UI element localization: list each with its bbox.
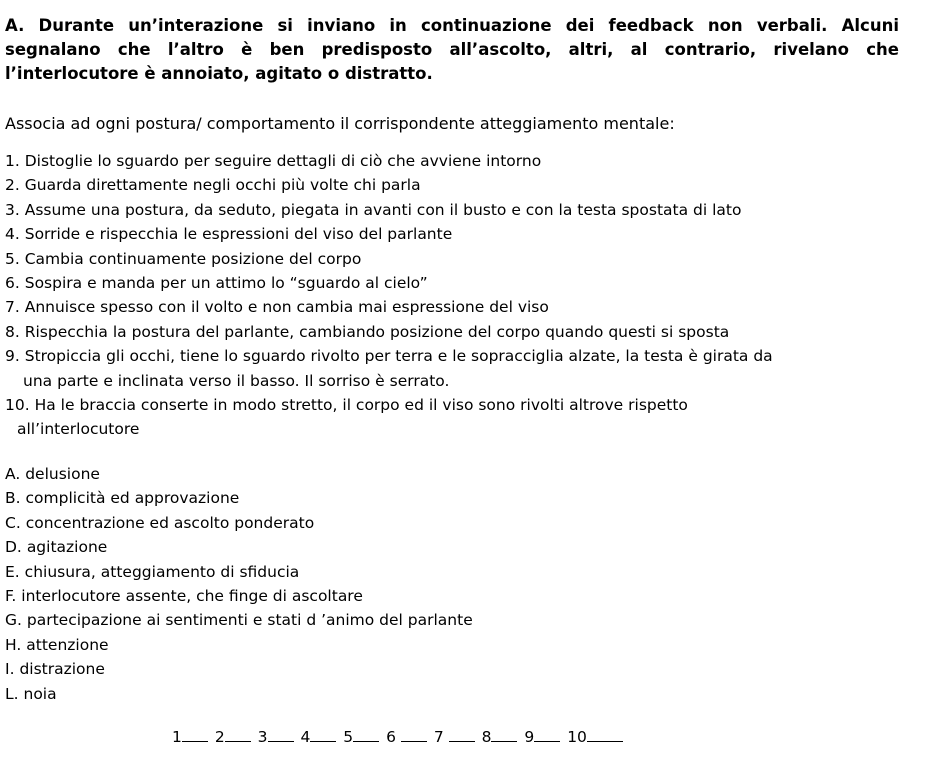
item-number: 6. bbox=[5, 274, 20, 293]
answer-number: 5 bbox=[343, 728, 354, 746]
behavior-item-7 bbox=[5, 295, 899, 319]
behavior-item-4 bbox=[5, 222, 899, 246]
item-text: Stropiccia gli occhi, tiene lo sguardo rivolto per terra e le sopracciglia alzate, la testa è girata da bbox=[24, 347, 773, 366]
item-text-continued: una parte e inclinata verso il basso. Il sorriso è serrato. bbox=[23, 371, 450, 390]
option-text: concentrazione ed ascolto ponderato bbox=[25, 513, 315, 532]
item-number: 4. bbox=[5, 225, 20, 244]
answer-blank[interactable] bbox=[268, 727, 294, 742]
option-letter: H. bbox=[5, 635, 22, 654]
option-b bbox=[5, 486, 473, 510]
option-letter: B. bbox=[5, 489, 21, 508]
option-l bbox=[5, 682, 473, 706]
answer-slot-2 bbox=[215, 727, 251, 747]
behavior-item-9 bbox=[5, 344, 899, 393]
item-text: Guarda direttamente negli occhi più volte chi parla bbox=[24, 176, 421, 195]
answer-number: 2 bbox=[214, 728, 225, 746]
option-text: agitazione bbox=[26, 538, 108, 557]
item-number: 1. bbox=[5, 152, 20, 170]
item-number: 8. bbox=[5, 322, 20, 341]
option-text: delusione bbox=[25, 465, 100, 483]
answer-slot-1 bbox=[172, 727, 208, 747]
answer-blank[interactable] bbox=[401, 727, 427, 742]
attitude-options-list bbox=[5, 462, 473, 706]
item-text: Assume una postura, da seduto, piegata in avanti con il busto e con la testa spostata di lato bbox=[24, 200, 742, 219]
item-number: 3. bbox=[5, 200, 20, 219]
answer-slot-5 bbox=[343, 727, 379, 747]
answer-slot-3 bbox=[258, 727, 294, 747]
answer-blank[interactable] bbox=[587, 727, 623, 742]
behavior-item-5 bbox=[5, 247, 899, 271]
option-i bbox=[5, 657, 473, 681]
option-text: noia bbox=[23, 684, 57, 703]
behavior-item-1 bbox=[5, 149, 899, 173]
answer-row bbox=[172, 727, 625, 747]
option-letter: I. bbox=[5, 660, 15, 679]
item-text: Sorride e rispecchia le espressioni del viso del parlante bbox=[24, 225, 453, 244]
answer-slot-9 bbox=[524, 727, 560, 747]
item-text: Ha le braccia conserte in modo stretto, il corpo ed il viso sono rivolti altrove rispetto bbox=[34, 396, 688, 415]
intro-paragraph: A. Durante un’interazione si inviano in continuazione dei feedback non verbali. Alcuni segnalano che l’altro è ben predisposto all’ascolto, altri, al contrario, rivelano che l’interlocutore è annoiato, agitato o distratto. bbox=[5, 16, 899, 83]
option-f bbox=[5, 584, 473, 608]
item-text: Distoglie lo sguardo per seguire dettagli di ciò che avviene intorno bbox=[24, 152, 542, 170]
answer-blank[interactable] bbox=[491, 727, 517, 742]
option-h bbox=[5, 633, 473, 657]
option-letter: D. bbox=[5, 538, 22, 557]
option-text: distrazione bbox=[19, 660, 105, 679]
answer-number: 4 bbox=[300, 728, 311, 746]
behavior-item-2 bbox=[5, 173, 899, 197]
item-text-continued: all’interlocutore bbox=[17, 420, 140, 439]
option-text: interlocutore assente, che finge di ascoltare bbox=[21, 587, 363, 606]
answer-blank[interactable] bbox=[449, 727, 475, 742]
item-number: 10. bbox=[5, 396, 30, 415]
instruction-text: Associa ad ogni postura/ comportamento il corrispondente atteggiamento mentale: bbox=[5, 114, 675, 133]
option-text: complicità ed approvazione bbox=[25, 489, 240, 508]
option-c bbox=[5, 511, 473, 535]
behavior-item-10 bbox=[5, 393, 899, 442]
behavior-item-3 bbox=[5, 198, 899, 222]
answer-number: 7 bbox=[433, 728, 444, 746]
option-e bbox=[5, 560, 473, 584]
answer-number: 1 bbox=[172, 728, 182, 746]
item-number: 7. bbox=[5, 298, 20, 317]
item-text: Annuisce spesso con il volto e non cambia mai espressione del viso bbox=[24, 298, 549, 317]
option-g bbox=[5, 608, 473, 632]
answer-slot-4 bbox=[300, 727, 336, 747]
item-text: Cambia continuamente posizione del corpo bbox=[24, 249, 362, 268]
option-letter: G. bbox=[5, 611, 22, 630]
answer-slot-7 bbox=[434, 727, 475, 747]
answer-blank[interactable] bbox=[182, 727, 208, 742]
answer-slot-10 bbox=[567, 727, 623, 747]
option-text: chiusura, atteggiamento di sfiducia bbox=[24, 562, 300, 581]
answer-blank[interactable] bbox=[353, 727, 379, 742]
answer-blank[interactable] bbox=[310, 727, 336, 742]
item-number: 5. bbox=[5, 249, 20, 268]
option-letter: A. bbox=[5, 465, 21, 483]
answer-number: 6 bbox=[386, 728, 396, 746]
option-text: attenzione bbox=[26, 635, 109, 654]
item-number: 2. bbox=[5, 176, 20, 195]
answer-number: 9 bbox=[524, 728, 535, 746]
option-letter: F. bbox=[5, 587, 17, 606]
answer-number: 8 bbox=[481, 728, 492, 746]
option-letter: L. bbox=[5, 684, 19, 703]
item-text: Sospira e manda per un attimo lo “sguardo al cielo” bbox=[24, 274, 428, 293]
option-letter: E. bbox=[5, 562, 20, 581]
option-text: partecipazione ai sentimenti e stati d ’animo del parlante bbox=[26, 611, 473, 630]
option-d bbox=[5, 535, 473, 559]
option-letter: C. bbox=[5, 513, 21, 532]
item-number: 9. bbox=[5, 347, 20, 366]
behavior-list bbox=[5, 149, 899, 442]
answer-blank[interactable] bbox=[534, 727, 560, 742]
option-a bbox=[5, 462, 473, 486]
answer-number: 3 bbox=[257, 728, 268, 746]
behavior-item-8 bbox=[5, 320, 899, 344]
answer-number: 10 bbox=[567, 728, 587, 746]
behavior-item-6 bbox=[5, 271, 899, 295]
answer-slot-6 bbox=[386, 727, 427, 747]
item-text: Rispecchia la postura del parlante, cambiando posizione del corpo quando questi si sposta bbox=[24, 322, 730, 341]
answer-slot-8 bbox=[482, 727, 518, 747]
answer-blank[interactable] bbox=[225, 727, 251, 742]
